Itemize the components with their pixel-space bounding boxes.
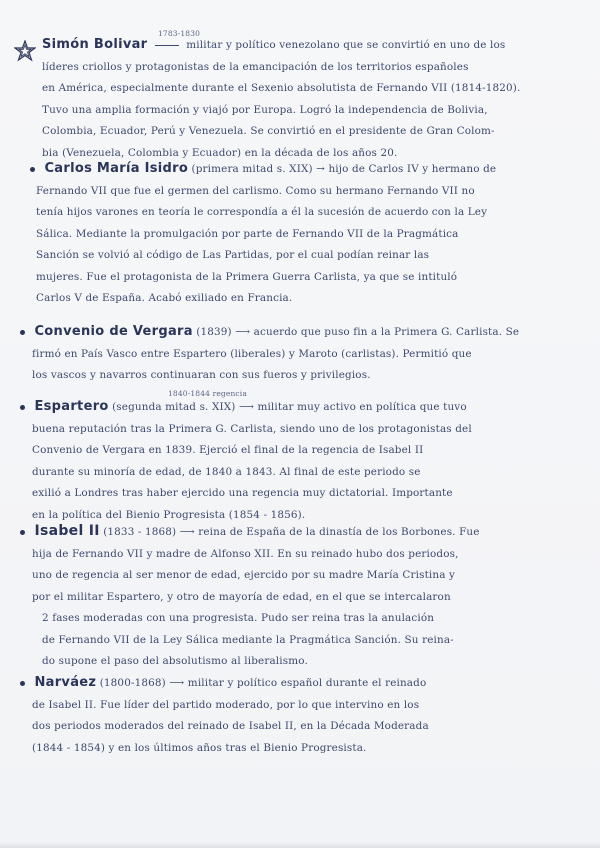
bullet-icon: [20, 330, 25, 335]
entry-line: Colombia, Ecuador, Perú y Venezuela. Se convirtió en el presidente de Gran Colom-: [42, 125, 495, 138]
bullet-icon: [20, 681, 25, 686]
entry-heading: Simón Bolivar: [42, 37, 148, 52]
entry-line: Carlos V de España. Acabó exiliado en Francia.: [36, 292, 293, 305]
entry-carlos-maria-isidro: [20, 162, 580, 303]
bullet-icon: [30, 167, 35, 172]
page-bottom-edge: [0, 842, 600, 848]
entry-line: (primera mitad s. XIX) → hijo de Carlos IV y hermano de: [191, 163, 497, 175]
entry-line: (segunda mitad s. XIX) ⟶ militar muy activo en política que tuvo: [112, 401, 467, 413]
entry-line: bia (Venezuela, Colombia y Ecuador) en la década de los años 20.: [42, 146, 398, 159]
entry-line: Fernando VII que fue el germen del carlismo. Como su hermano Fernando VII no: [36, 185, 475, 197]
entry-line: (1844 - 1854) y en los últimos años tras el Bienio Progresista.: [32, 741, 367, 754]
entry-line: (1833 - 1868) ⟶ reina de España de la dinastía de los Borbones. Fue: [103, 526, 480, 538]
entry-line: do supone el paso del absolutismo al liberalismo.: [42, 655, 308, 668]
entry-line: Sanción se volvió al código de Las Partidas, por el cual podían reinar las: [36, 249, 430, 262]
entry-line: en la política del Bienio Progresista (1854 - 1856).: [32, 508, 306, 521]
entry-line: líderes criollos y protagonistas de la emancipación de los territorios españoles: [42, 61, 469, 73]
entry-line: hija de Fernando VII y madre de Alfonso XII. En su reinado hubo dos periodos,: [32, 548, 459, 560]
entry-line: 2 fases moderadas con una progresista. Pudo ser reina tras la anulación: [42, 612, 435, 625]
entry-line: en América, especialmente durante el Sexenio absolutista de Fernando VII (1814-1820).: [42, 82, 521, 95]
entry-narvaez: [20, 676, 580, 753]
entry-convenio-de-vergara: [20, 325, 580, 381]
entry-line: de Fernando VII de la Ley Sálica mediante la Pragmática Sanción. Su reina-: [42, 633, 454, 646]
entry-line: Sálica. Mediante la promulgación por parte de Fernando VII de la Pragmática: [36, 227, 459, 240]
entry-line: los vascos y navarros continuaran con sus fueros y privilegios.: [32, 369, 371, 382]
entry-heading: Carlos María Isidro: [44, 161, 189, 176]
entry-line: (1800-1868) ⟶ militar y político español durante el reinado: [99, 677, 427, 689]
entry-heading: Narváez: [34, 675, 97, 690]
entry-line: por el militar Espartero, y otro de mayoría de edad, en el que se intercalaron: [32, 590, 451, 603]
arrow-line: [155, 45, 179, 46]
entry-line: uno de regencia al ser menor de edad, ejercido por su madre María Cristina y: [32, 569, 456, 582]
entry-line: exilió a Londres tras haber ejercido una regencia muy dictatorial. Importante: [32, 487, 453, 500]
entry-line: (1839) ⟶ acuerdo que puso fin a la Primera G. Carlista. Se: [196, 326, 520, 338]
bullet-icon: [20, 405, 25, 410]
entry-line: Convenio de Vergara en 1839. Ejerció el final de la regencia de Isabel II: [32, 444, 424, 457]
entry-line: mujeres. Fue el protagonista de la Primera Guerra Carlista, ya que se intituló: [36, 270, 458, 283]
entry-line: Tuvo una amplia formación y viajó por Europa. Logró la independencia de Bolivia,: [42, 103, 488, 116]
entry-heading: Espartero: [34, 399, 109, 414]
entry-note-dates: 1783-1830: [158, 29, 201, 38]
entry-note-regencia: 1840-1844 regencia: [168, 389, 247, 398]
entry-heading: Isabel II: [34, 523, 100, 539]
bullet-icon: [20, 530, 25, 535]
entry-line: militar y político venezolano que se convirtió en uno de los: [186, 39, 506, 51]
entry-line: de Isabel II. Fue líder del partido moderado, por lo que intervino en los: [32, 699, 420, 711]
entry-line: dos periodos moderados del reinado de Isabel II, en la Década Moderada: [32, 720, 429, 733]
entry-line: durante su minoría de edad, de 1840 a 1843. Al final de este periodo se: [32, 465, 421, 478]
entry-espartero: [20, 389, 580, 521]
entry-isabel-ii: [20, 524, 580, 666]
entry-line: buena reputación tras la Primera G. Carlista, siendo uno de los protagonistas del: [32, 423, 472, 435]
entry-line: firmó en País Vasco entre Espartero (liberales) y Maroto (carlistas). Permitió que: [32, 348, 472, 360]
entry-line: tenía hijos varones en teoría le correspondía a él la sucesión de acuerdo con la Ley: [36, 206, 488, 219]
entry-simon-bolivar: [20, 29, 580, 159]
entry-heading: Convenio de Vergara: [34, 324, 193, 339]
